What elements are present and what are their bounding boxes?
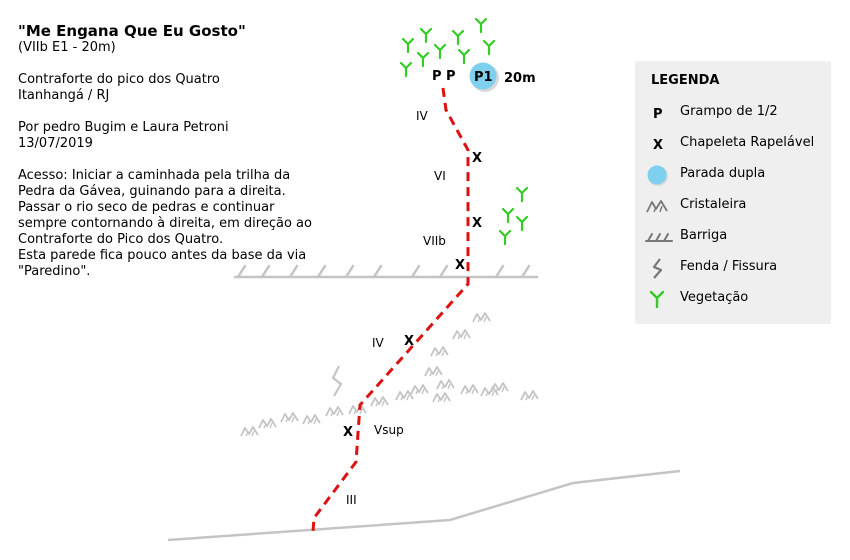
roof-icon [645, 225, 673, 249]
legend-label: Cristaleira [680, 197, 747, 212]
route-authors: Por pedro Bugim e Laura Petroni [18, 120, 229, 135]
grade-label: VIIb [423, 234, 446, 248]
vegetation-right [500, 188, 527, 244]
legend-label: Fenda / Fissura [680, 259, 778, 274]
bolt-marker: X [455, 258, 466, 273]
route-location-line2: Itanhangá / RJ [18, 88, 110, 103]
access-line: Acesso: Iniciar a caminhada pela trilha da [18, 168, 291, 183]
route-title: "Me Engana Que Eu Gosto" [18, 22, 246, 40]
access-line: Esta parede fica pouco antes da base da via [18, 248, 307, 263]
ground-line [168, 471, 680, 540]
legend [635, 61, 831, 324]
crystal-icon [645, 194, 673, 218]
access-line: Pedra da Gávea, guinando para a direita. [18, 184, 286, 199]
anchor-label: P1 [474, 70, 493, 85]
legend-title: LEGENDA [651, 73, 720, 88]
piton-icon [645, 101, 673, 125]
route-grade-info: (VIIb E1 - 20m) [18, 40, 116, 55]
access-line: sempre contornando à direita, em direção ao [18, 216, 312, 231]
legend-label: Chapeleta Rapelável [680, 135, 815, 150]
legend-label: Parada dupla [680, 166, 766, 181]
access-line: "Paredino". [18, 264, 91, 279]
legend-label: Grampo de 1/2 [680, 104, 778, 119]
legend-label: Vegetação [680, 290, 749, 305]
legend-item-vegetation [635, 287, 831, 311]
legend-item-piton [635, 101, 831, 125]
bolt-marker: X [343, 425, 354, 440]
legend-item-crystal [635, 194, 831, 218]
bolt-icon [645, 132, 673, 156]
grade-label: IV [372, 336, 384, 350]
access-line: Passar o rio seco de pedras e continuar [18, 200, 275, 215]
legend-item-roof [635, 225, 831, 249]
route-date: 13/07/2019 [18, 136, 93, 151]
crack-icon [645, 256, 673, 280]
route-line [313, 88, 468, 532]
grade-label: III [346, 493, 357, 507]
anchor-length: 20m [504, 71, 536, 86]
access-line: Contraforte do Pico dos Quatro. [18, 232, 224, 247]
piton-marker: P [432, 69, 442, 84]
crystal-field [241, 313, 538, 436]
piton-marker: P [446, 69, 456, 84]
grade-label: IV [416, 109, 428, 123]
crack [333, 366, 341, 396]
bolt-marker: X [472, 151, 483, 166]
svg-text:P: P [653, 107, 663, 122]
double-anchor-icon [645, 163, 673, 187]
grade-label: Vsup [374, 423, 404, 437]
ledge-roof [235, 266, 537, 277]
svg-text:X: X [653, 138, 664, 153]
bolt-marker: X [404, 334, 415, 349]
legend-item-double-anchor [635, 163, 831, 187]
legend-item-crack [635, 256, 831, 280]
vegetation-icon [645, 287, 673, 311]
bolt-marker: X [472, 216, 483, 231]
grade-label: VI [434, 169, 446, 183]
legend-item-bolt [635, 132, 831, 156]
legend-label: Barriga [680, 228, 728, 243]
anchor-p1 [470, 63, 536, 93]
route-location-line1: Contraforte do pico dos Quatro [18, 72, 220, 87]
